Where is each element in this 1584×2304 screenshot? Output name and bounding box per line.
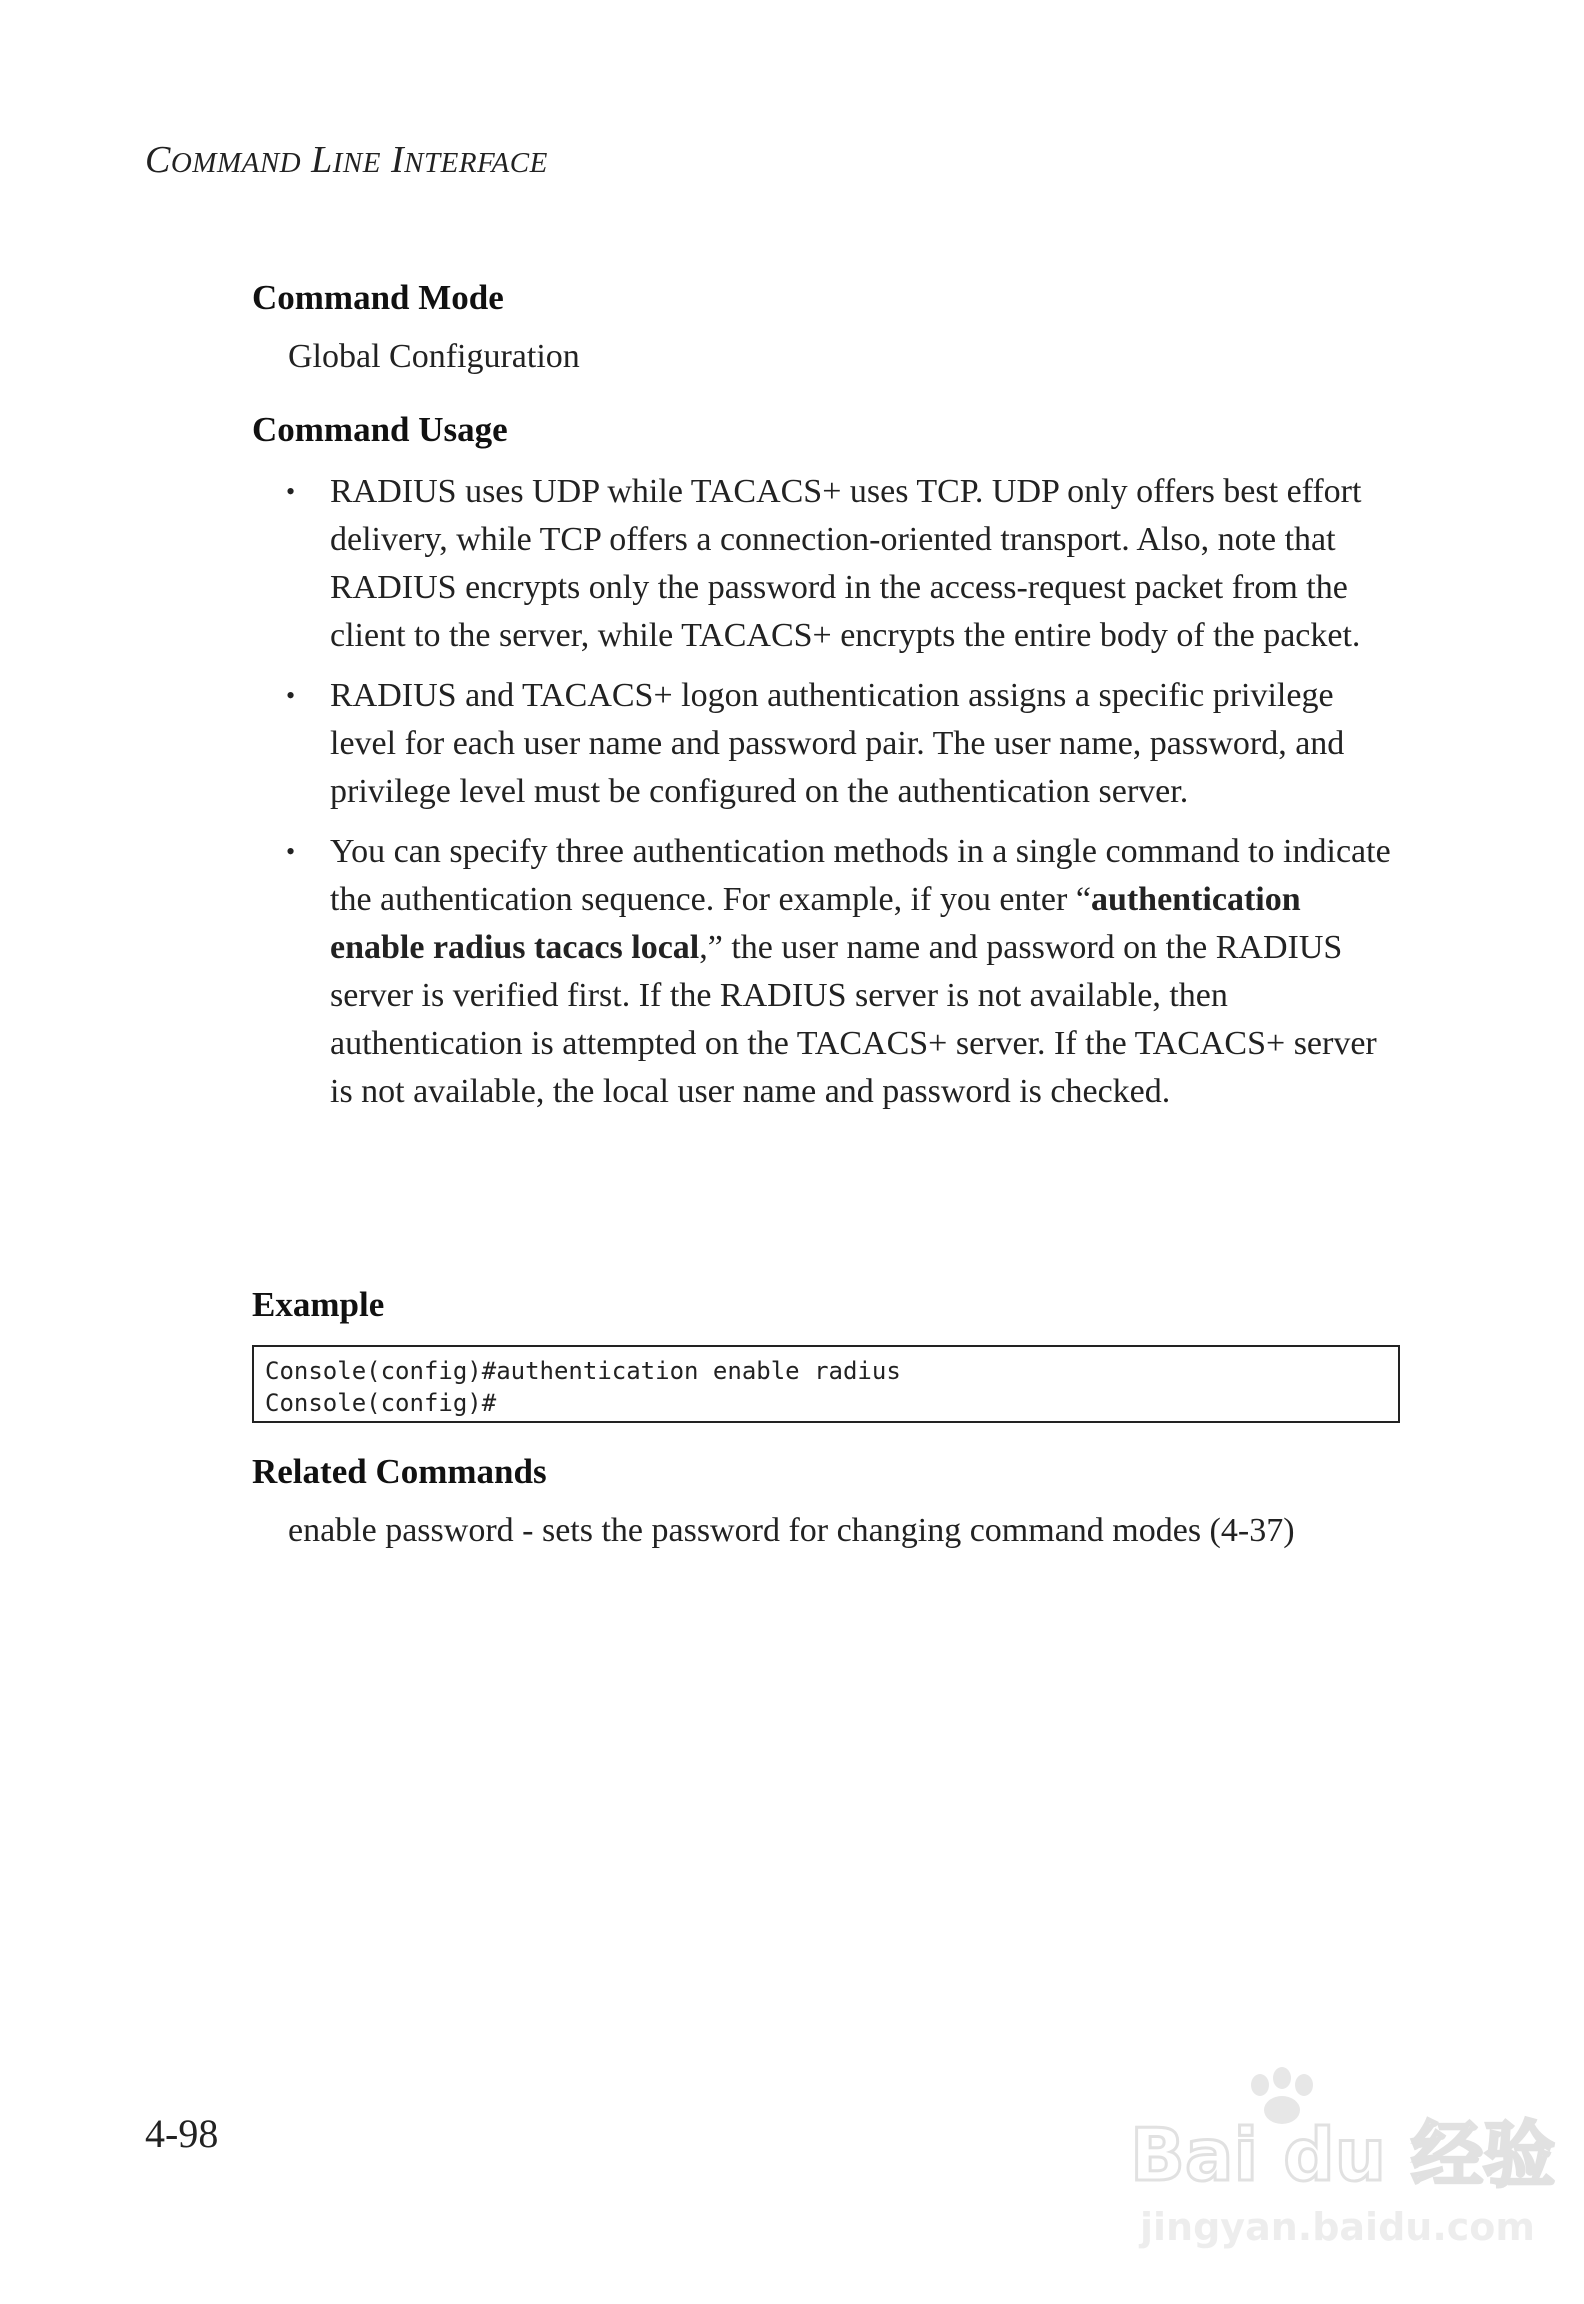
baidu-watermark [1110,2060,1556,2260]
code-line: Console(config)# [265,1389,497,1417]
list-item: • RADIUS and TACACS+ logon authentication assigns a specific privilege level for each user name and password pair. The user name, password, and privilege level must be configured on the authentication server. [282,672,1402,816]
example-heading: Example [252,1285,385,1324]
list-item: • RADIUS uses UDP while TACACS+ uses TCP. UDP only offers best effort delivery, while TCP offers a connection-oriented transport. Also, note that RADIUS encrypts only the password in the access-request packet from the client to the server, while TACACS+ encrypts the entire body of the packet. [282,468,1402,660]
command-usage-heading: Command Usage [252,410,508,449]
list-item: • You can specify three authentication methods in a single command to indicate the authentication sequence. For example, if you enter “authentication enable radius tacacs local,” the user name and password on the RADIUS server is verified first. If the RADIUS server is not available, then authentication is attempted on the TACACS+ server. If the TACACS+ server is not available, the local user name and password is checked. [282,828,1402,1116]
command-mode-heading: Command Mode [252,278,504,317]
bullet-icon: • [286,681,296,710]
code-example [252,1345,1400,1423]
bullet-icon: • [286,837,296,866]
command-usage-list [282,468,1402,1128]
watermark-url: jingyan.baidu.com [1140,2205,1535,2249]
command-mode-value: Global Configuration [288,338,580,375]
related-commands-heading: Related Commands [252,1452,547,1491]
inline-command: authentication enable radius tacacs local [330,881,1301,966]
watermark-logo-text: Bai du 经验 [1130,2113,1556,2197]
running-head: COMMAND LINE INTERFACE [145,139,548,181]
page-number: 4-98 [145,2111,219,2156]
code-line: Console(config)#authentication enable radius [265,1357,901,1385]
bullet-icon: • [286,477,296,506]
related-command-text: enable password - sets the password for changing command modes (4-37) [288,1512,1295,1549]
